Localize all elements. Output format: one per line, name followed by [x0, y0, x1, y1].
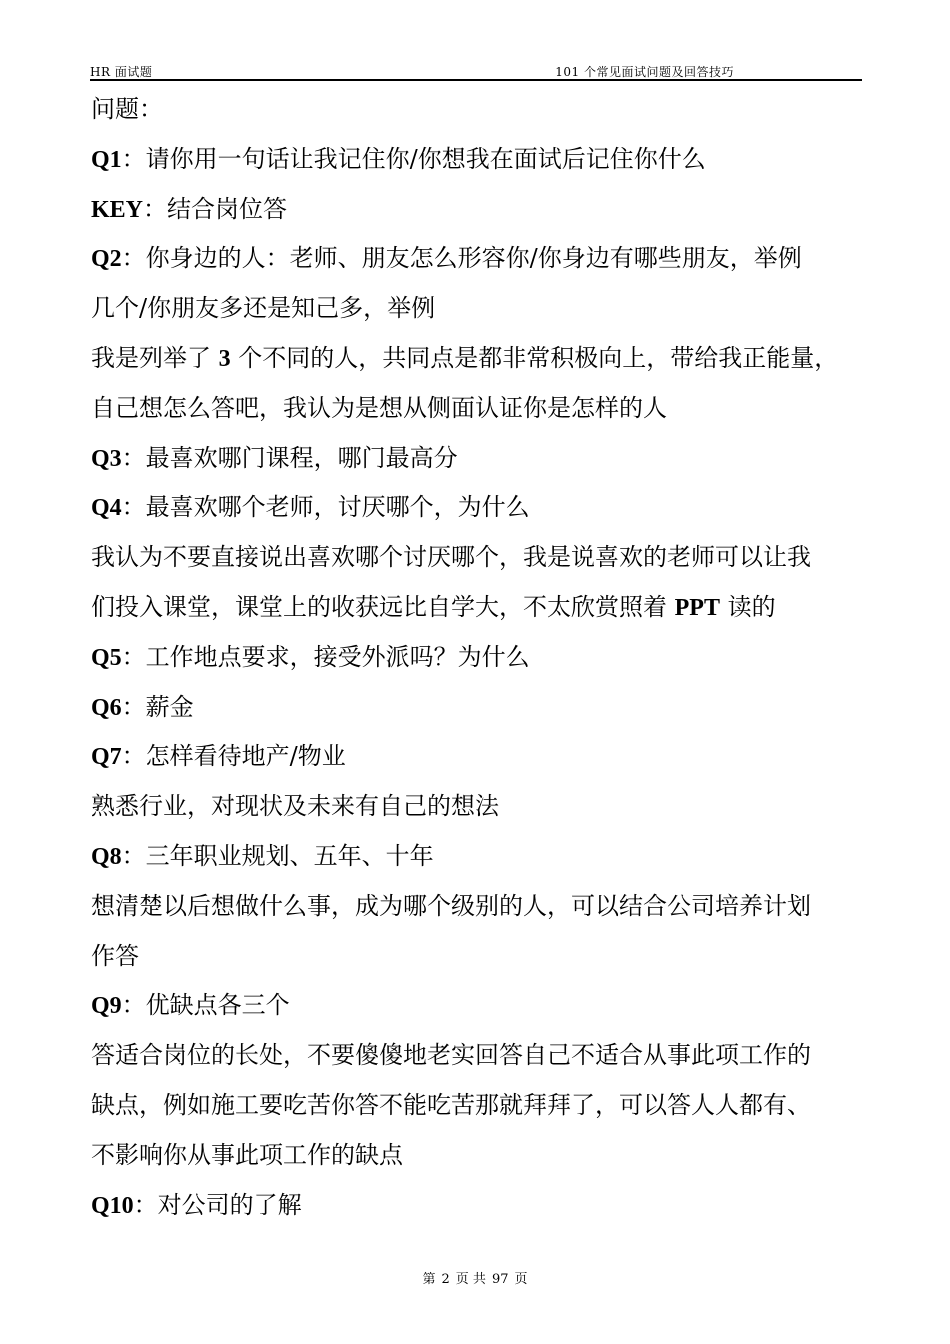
question-number: Q5	[91, 644, 122, 671]
header-rule	[90, 79, 862, 81]
answer-text: 我是列举了	[91, 343, 219, 372]
answer-text: 答适合岗位的长处，不要傻傻地老实回答自己不适合从事此项工作的	[91, 1041, 811, 1070]
header-left-text: HR 面试题	[90, 65, 153, 79]
answer-text: 不影响你从事此项工作的缺点	[91, 1140, 403, 1169]
question-text: ：怎样看待地产/物业	[121, 742, 346, 771]
question-text: ：请你用一句话让我记住你/你想我在面试后记住你什么	[121, 144, 706, 173]
footer-suffix: 页	[514, 1272, 528, 1287]
answer-q4-line2	[91, 583, 866, 633]
header-right-text: 101 个常见面试问题及回答技巧	[555, 65, 734, 79]
question-number: Q9	[91, 993, 122, 1020]
question-q10	[91, 1181, 866, 1231]
footer-mid: 页 共	[455, 1272, 486, 1287]
question-text: 几个/你朋友多还是知己多，举例	[91, 294, 436, 323]
answer-q9-line1	[91, 1031, 866, 1081]
answer-key	[91, 185, 866, 235]
question-number: Q1	[91, 146, 122, 173]
question-q6	[91, 683, 866, 733]
page-header	[90, 58, 862, 80]
question-text: ：对公司的了解	[133, 1190, 302, 1219]
key-label: KEY	[91, 196, 144, 223]
question-q2-continued	[91, 284, 866, 334]
answer-q8-line2	[91, 932, 866, 982]
question-text: ：最喜欢哪门课程，哪门最高分	[121, 443, 458, 472]
question-number: Q8	[91, 843, 122, 870]
footer-total-pages: 97	[491, 1272, 509, 1287]
page-footer	[0, 1268, 950, 1287]
question-text: ：最喜欢哪个老师，讨厌哪个，为什么	[121, 493, 530, 522]
answer-q7	[91, 782, 866, 832]
question-number: Q2	[91, 246, 122, 273]
answer-q4-line1	[91, 533, 866, 583]
answer-q2-line1	[91, 334, 866, 384]
question-q5	[91, 633, 866, 683]
answer-number: 3	[218, 345, 231, 372]
footer-prefix: 第	[422, 1272, 436, 1287]
heading-questions	[91, 85, 866, 135]
question-number: Q10	[91, 1192, 134, 1219]
answer-text: 个不同的人，共同点是都非常积极向上，带给我正能量，	[230, 343, 839, 372]
question-number: Q6	[91, 694, 122, 721]
text: 问题：	[91, 95, 163, 123]
answer-text: 熟悉行业，对现状及未来有自己的想法	[91, 792, 499, 821]
answer-text: 们投入课堂，课堂上的收获远比自学大，不太欣赏照着	[91, 592, 675, 621]
question-q1	[91, 135, 866, 185]
question-number: Q3	[91, 445, 122, 472]
document-body	[91, 85, 866, 1230]
question-q8	[91, 832, 866, 882]
question-text: ：薪金	[121, 692, 194, 721]
question-q9	[91, 981, 866, 1031]
question-text: ：你身边的人：老师、朋友怎么形容你/你身边有哪些朋友，举例	[121, 244, 802, 273]
question-q7	[91, 732, 866, 782]
question-q3	[91, 434, 866, 484]
question-number: Q7	[91, 744, 122, 771]
question-q2	[91, 234, 866, 284]
question-text: ：优缺点各三个	[121, 991, 290, 1020]
answer-text: 想清楚以后想做什么事，成为哪个级别的人，可以结合公司培养计划	[91, 891, 811, 920]
answer-q9-line2	[91, 1081, 866, 1131]
answer-text: 自己想怎么答吧，我认为是想从侧面认证你是怎样的人	[91, 393, 667, 422]
answer-text: 缺点，例如施工要吃苦你答不能吃苦那就拜拜了，可以答人人都有、	[91, 1090, 811, 1119]
answer-text: ：结合岗位答	[143, 194, 288, 223]
answer-text: 我认为不要直接说出喜欢哪个讨厌哪个，我是说喜欢的老师可以让我	[91, 543, 811, 572]
answer-q9-line3	[91, 1131, 866, 1181]
answer-text: 作答	[91, 941, 139, 970]
question-number: Q4	[91, 495, 122, 522]
answer-q2-line2	[91, 384, 866, 434]
answer-text: 读的	[719, 592, 776, 621]
question-text: ：工作地点要求，接受外派吗？为什么	[121, 642, 530, 671]
question-q4	[91, 483, 866, 533]
question-text: ：三年职业规划、五年、十年	[121, 841, 434, 870]
answer-q8-line1	[91, 882, 866, 932]
answer-ppt: PPT	[674, 594, 720, 621]
footer-page-number: 2	[441, 1272, 450, 1287]
